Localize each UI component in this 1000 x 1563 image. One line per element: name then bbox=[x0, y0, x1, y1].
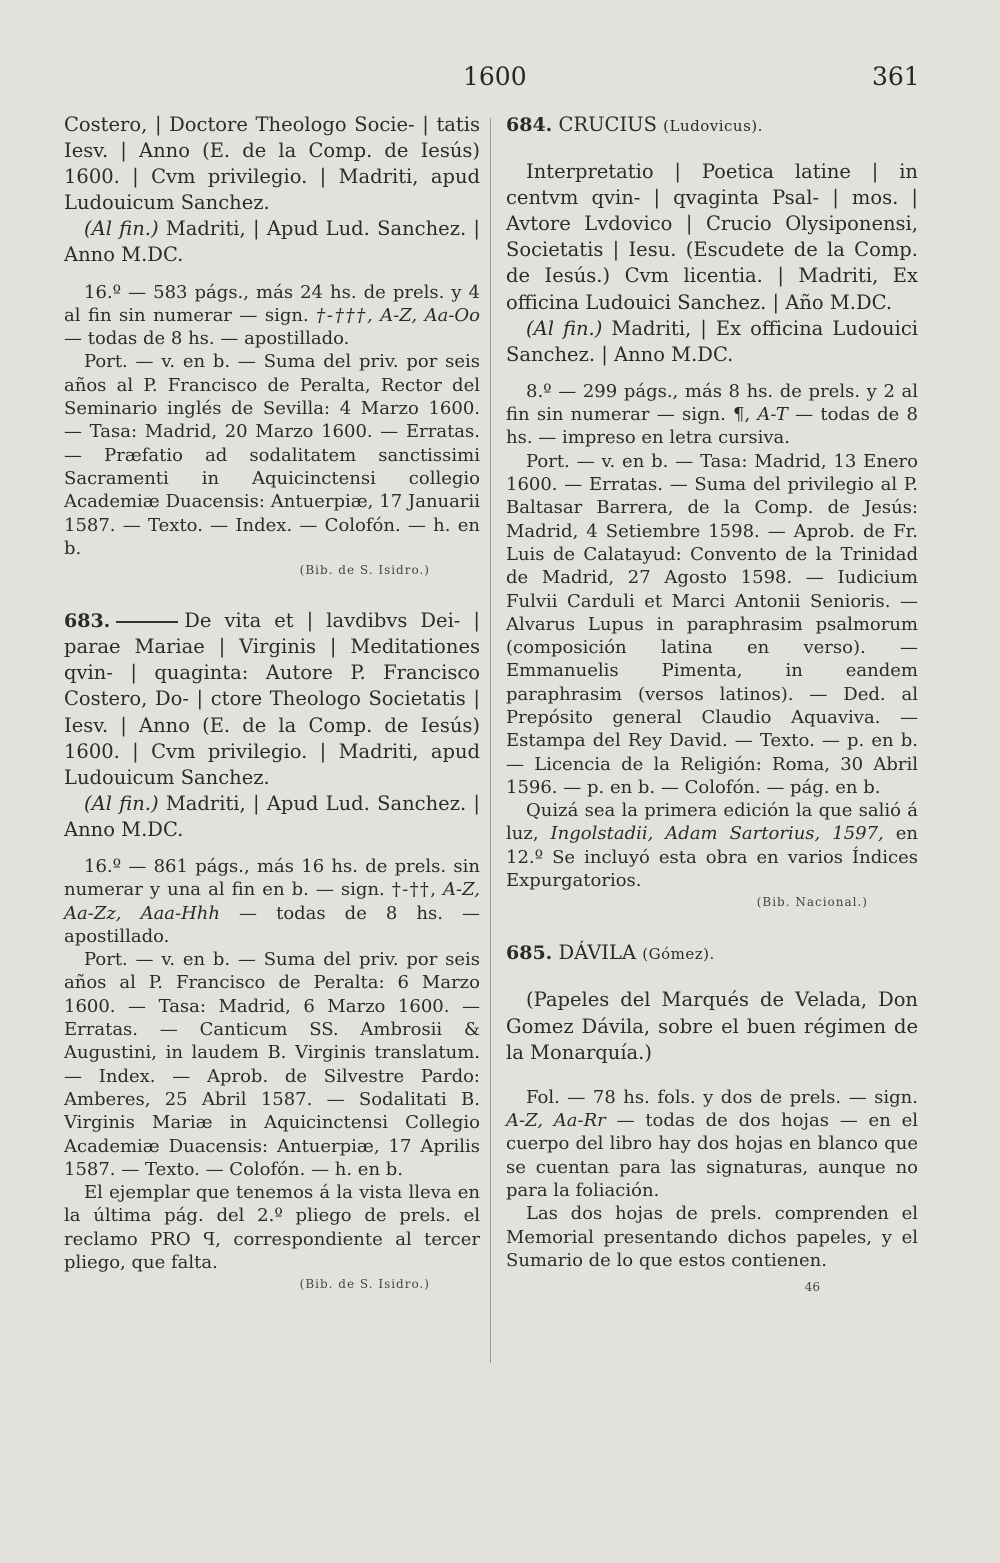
format-end: — todas de 8 hs. — apostillado. bbox=[64, 902, 480, 947]
remark-imprint: Ingolstadii, Adam Sartorius, 1597, bbox=[538, 823, 884, 845]
colophon-text: Madriti, | Apud Lud. Sanchez. | Anno M.DC. bbox=[64, 217, 480, 267]
colophon-label: (Al fin.) bbox=[526, 316, 603, 340]
remark-text-end: en 12.º Se incluyó esta obra en varios Índices Expurgatorios. bbox=[506, 823, 919, 892]
entry-685-number: 685. bbox=[506, 942, 553, 965]
entry-682-format bbox=[64, 281, 480, 351]
entry-683-notes: Port. — v. en b. — Suma del priv. por seis años al P. Francisco de Peralta: 6 Marzo 1600. — Tasa: Madrid, 6 Marzo 1600. — Erratas. — Canticum SS. Ambrosii & Augustini, in laudem B. Virginis translatum. — Index. — Aprob. de Silvestre Pardo: Amberes, 25 Abril 1587. — Sodalitati B. Virginis Mariæ in Aquicinctensi Collegio Academiæ Duacensis: Antuerpiæ, 17 Aprilis 1587. — Texto. — Colofón. — h. en b. bbox=[64, 949, 480, 1180]
right-column bbox=[506, 112, 918, 1300]
entry-684-number: 684. bbox=[506, 114, 553, 136]
ditto-dash bbox=[116, 621, 178, 623]
entry-684-heading bbox=[506, 112, 918, 139]
entry-684-source: (Bib. Nacional.) bbox=[756, 895, 868, 910]
format-end: — todas de 8 hs. — impreso en letra cursiva. bbox=[506, 404, 919, 449]
entry-684-author-forename: (Ludovicus). bbox=[663, 117, 763, 135]
format-text: 16.º — 861 págs., más 16 hs. de prels. sin numerar y una al fin en b. — sign. †-††, bbox=[64, 855, 480, 901]
format-text: Fol. — 78 hs. fols. y dos de prels. — sign. bbox=[526, 1086, 918, 1108]
colophon-label: (Al fin.) bbox=[84, 217, 159, 241]
column-divider bbox=[490, 118, 491, 1363]
colophon-label: (Al fin.) bbox=[84, 791, 159, 815]
entry-684-title: Interpretatio | Poetica latine | in centvm qvin- | qvaginta Psal- | mos. | Avtore Lvdovico | Crucio Olysiponensi, Societatis | Iesu. (Escudete de la Comp. de Iesús.) Cvm licentia. | Madriti, Ex officina Ludouici Sanchez. | Año M.DC. bbox=[506, 160, 918, 314]
colophon-text: Madriti, | Apud Lud. Sanchez. | Anno M.DC. bbox=[64, 791, 480, 841]
entry-684-author: CRUCIUS bbox=[558, 113, 657, 136]
entry-682-title-continuation: Costero, | Doctore Theologo Socie- | tatis Iesv. | Anno (E. de la Comp. de Iesús) 1600. | Cvm privilegio. | Madriti, apud Ludouicum Sanchez. bbox=[64, 113, 480, 215]
format-text: 8.º — 299 págs., más 8 hs. de prels. y 2 al fin sin numerar — sign. ¶, bbox=[506, 380, 918, 426]
entry-685-format bbox=[506, 1086, 918, 1202]
entry-684-format bbox=[506, 380, 918, 450]
signatures: †-†††, A-Z, Aa-Oo bbox=[308, 304, 480, 326]
left-column bbox=[64, 112, 480, 1294]
format-text: 16.º — 583 págs., más 24 hs. de prels. y 4 al fin sin numerar — sign. bbox=[64, 281, 480, 326]
entry-684-colophon bbox=[506, 316, 918, 368]
entry-685-heading bbox=[506, 940, 918, 967]
entry-683-remark: El ejemplar que tenemos á la vista lleva en la última pág. del 2.º pliego de prels. el reclamo PRO ꟼ, correspondiente al tercer pliego, que falta. bbox=[64, 1182, 480, 1274]
entry-682-colophon bbox=[64, 216, 480, 268]
signatures: A-T bbox=[750, 404, 788, 426]
signatures: A-Z, Aa-Zz, Aaa-Hhh bbox=[64, 879, 480, 924]
remark-text: Quizá sea la primera edición la que salió á luz, bbox=[506, 800, 918, 845]
signatures: A-Z, Aa-Rr bbox=[506, 1110, 606, 1132]
entry-684-remark bbox=[506, 799, 918, 892]
entry-683-title-text: De vita et | lavdibvs Dei- | parae Mariae | Virginis | Meditationes qvin- | quaginta: Autore P. Francisco Costero, Do- | ctore Theologo Societatis | Iesv. | Anno (E. de la Comp. de Iesús) 1600. | Cvm privilegio. | Madriti, apud Ludouicum Sanchez. bbox=[64, 609, 480, 789]
entry-682-notes: Port. — v. en b. — Suma del priv. por seis años al P. Francisco de Peralta, Rector del Seminario inglés de Sevilla: 4 Marzo 1600. — Tasa: Madrid, 20 Marzo 1600. — Erratas. — Præfatio ad sodalitatem sanctissimi Sacramenti in Aquicinctensi collegio Academiæ Duacensis: Antuerpiæ, 17 Januarii 1587. — Texto. — Index. — Colofón. — h. en b. bbox=[64, 351, 480, 559]
signature-mark: 46 bbox=[804, 1280, 820, 1295]
entry-685-author: DÁVILA bbox=[558, 941, 637, 965]
format-end: — todas de dos hojas — en el cuerpo del libro hay dos hojas en blanco que se cuentan para las signaturas, aunque no para la foliación. bbox=[506, 1110, 918, 1201]
colophon-text: Madriti, | Ex officina Ludouici Sanchez. | Anno M.DC. bbox=[506, 316, 918, 366]
entry-683-format bbox=[64, 855, 480, 948]
entry-683-title bbox=[64, 608, 480, 791]
entry-684-notes: Port. — v. en b. — Tasa: Madrid, 13 Enero 1600. — Erratas. — Suma del privilegio al P. Baltasar Barrera, de la Comp. de Jesús: Madrid, 4 Setiembre 1598. — Aprob. de Fr. Luis de Calatayud: Convento de la Trinidad de Madrid, 27 Agosto 1598. — Iudicium Fulvii Carduli et Marci Antonii Senioris. — Alvarus Lupus in paraphrasim psalmorum (composición latina en verso). — Emmanuelis Pimenta, in eandem paraphrasim (versos latinos). — Ded. al Prepósito general Claudio Aquaviva. — Estampa del Rey David. — Texto. — p. en b. — Licencia de la Religión: Roma, 30 Abril 1596. — p. en b. — Colofón. — pág. en b. bbox=[506, 450, 918, 798]
entry-682-source: (Bib. de S. Isidro.) bbox=[299, 563, 430, 578]
running-header-year: 1600 bbox=[463, 62, 527, 91]
entry-685-author-forename: (Gómez). bbox=[642, 945, 715, 964]
entry-683-colophon bbox=[64, 791, 480, 843]
page-number: 361 bbox=[872, 62, 920, 91]
entry-683-source: (Bib. de S. Isidro.) bbox=[299, 1277, 430, 1292]
entry-683-number: 683. bbox=[64, 610, 111, 633]
entry-685-title: (Papeles del Marqués de Velada, Don Gomez Dávila, sobre el buen régimen de la Monarquía.) bbox=[506, 988, 918, 1064]
format-end: — todas de 8 hs. — apostillado. bbox=[64, 328, 350, 350]
entry-685-notes: Las dos hojas de prels. comprenden el Memorial presentando dichos papeles, y el Sumario de lo que estos contienen. bbox=[506, 1203, 918, 1271]
